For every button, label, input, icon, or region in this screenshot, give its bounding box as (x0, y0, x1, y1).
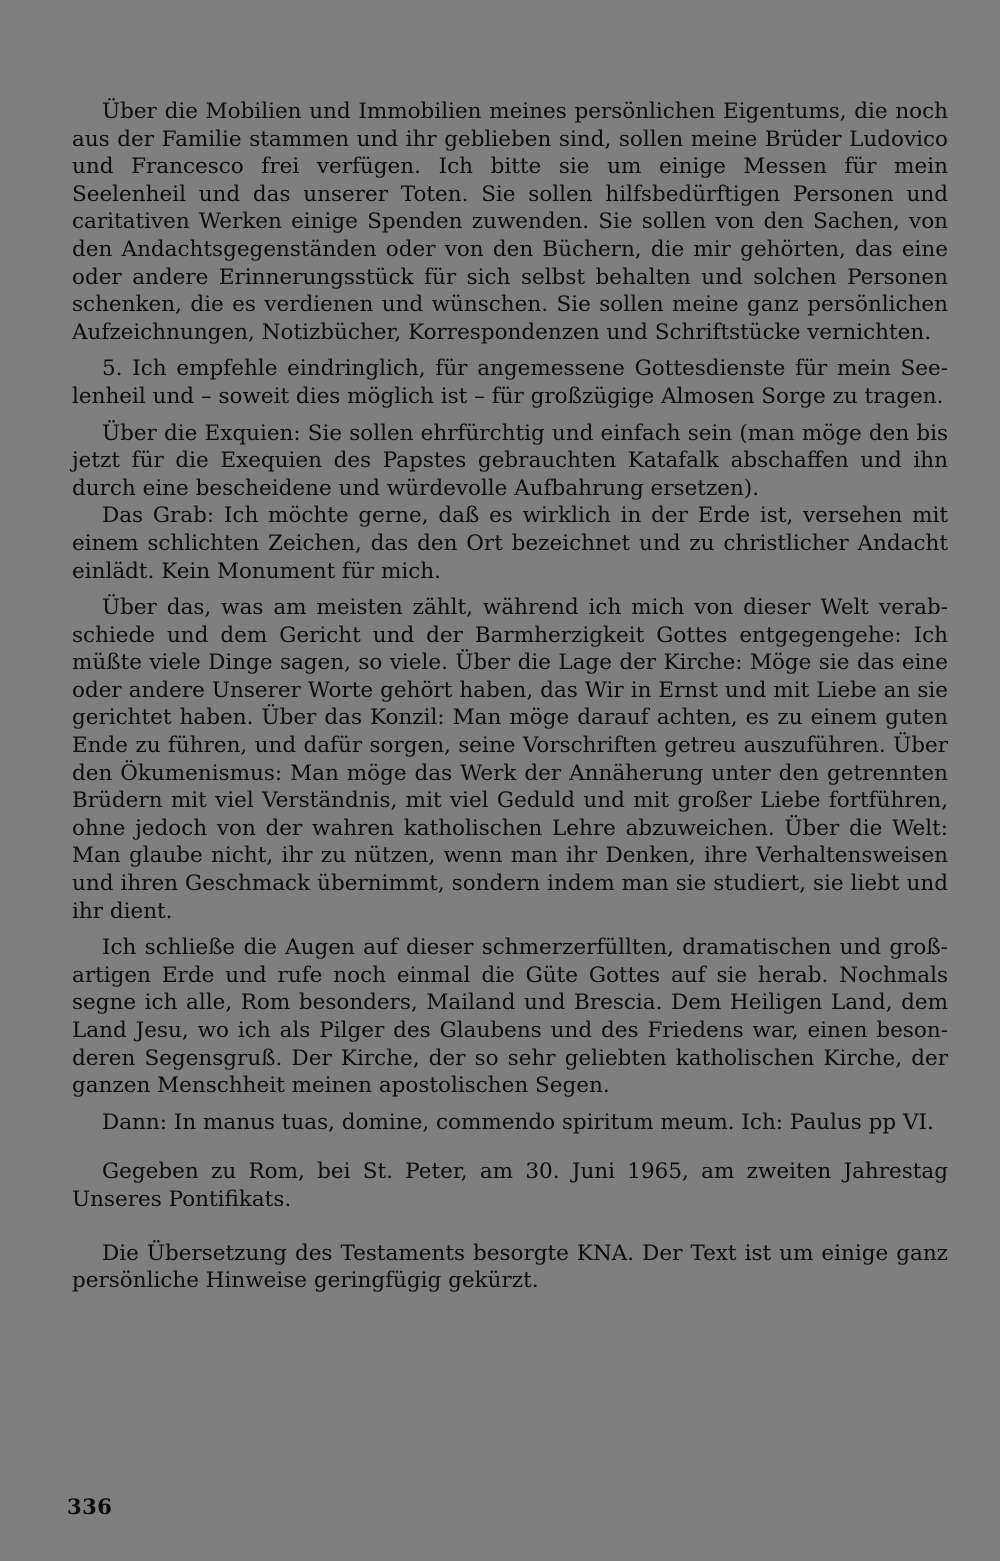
paragraph-blessing: Ich schließe die Augen auf dieser schmerzerfüllten, dramatischen und großartigen Erde und rufe noch einmal die Güte Gottes auf sie herab. Nochmals segne ich alle, Rom besonders, Mailand und Brescia. Dem Heiligen Land, dem Land Jesu, wo ich als Pilger des Glaubens und des Friedens war, einen besonderen Segensgruß. Der Kirche, der so sehr geliebten katholischen Kirche, der ganzen Menschheit meinen apostolischen Segen. (72, 935, 948, 1099)
page-number: 336 (67, 1494, 113, 1519)
paragraph-services: 5. Ich empfehle eindringlich, für angemessene Gottesdienste für mein Seelenheil und – soweit dies möglich ist – für großzügige Almosen Sorge zu tragen. (72, 356, 948, 409)
paragraph-property: Über die Mobilien und Immobilien meines persönlichen Eigentums, die noch aus der Familie stammen und ihr geblieben sind, sollen meine Brüder Ludovico und Francesco frei verfügen. Ich bitte sie um einige Messen für mein Seelenheil und das unserer Toten. Sie sollen hilfsbedürftigen Personen und caritativen Werken einige Spenden zuwenden. Sie sollen von den Sachen, von den Andachtsgegenständen oder von den Büchern, die mir gehörten, das eine oder andere Erinnerungsstück für sich selbst behalten und solchen Personen schenken, die es verdienen und wünschen. Sie sollen meine ganz persönlichen Aufzeichnungen, Notizbücher, Korrespondenzen und Schriftstücke vernichten. (72, 99, 948, 345)
paragraph-farewell: Über das, was am meisten zählt, während ich mich von dieser Welt verabschiede und dem Gericht und der Barmherzigkeit Gottes entgegengehe: Ich müßte viele Dinge sagen, so viele. Über die Lage der Kirche: Möge sie das eine oder andere Unserer Worte gehört haben, das Wir in Ernst und mit Liebe an sie gerichtet haben. Über das Konzil: Man möge darauf achten, es zu einem guten Ende zu führen, und dafür sorgen, seine Vorschriften getreu auszuführen. Über den Ökumenismus: Man möge das Werk der Annäherung unter den getrennten Brüdern mit viel Verständnis, mit viel Geduld und mit großer Liebe fortführen, ohne jedoch von der wahren katholischen Lehre abzuweichen. Über die Welt: Man glaube nicht, ihr zu nützen, wenn man ihr Denken, ihre Verhaltensweisen und ihren Geschmack übernimmt, sondern indem man sie studiert, sie liebt und ihr dient. (72, 595, 948, 924)
paragraph-date: Gegeben zu Rom, bei St. Peter, am 30. Juni 1965, am zweiten Jahrestag Unseres Pontifikats. (72, 1159, 948, 1212)
paragraph-signature: Dann: In manus tuas, domine, commendo spiritum meum. Ich: Paulus pp VI. (102, 1109, 934, 1135)
paragraph-grave: Das Grab: Ich möchte gerne, daß es wirklich in der Erde ist, versehen mit einem schlichten Zeichen, das den Ort bezeichnet und zu christlicher Andacht einlädt. Kein Monument für mich. (72, 503, 948, 584)
paragraph-translation-note: Die Übersetzung des Testaments besorgte KNA. Der Text ist um einige ganz persönliche Hinweise geringfügig gekürzt. (72, 1240, 948, 1294)
paragraph-exequies: Über die Exquien: Sie sollen ehrfürchtig und einfach sein (man möge den bis jetzt für die Exequien des Papstes gebrauchten Katafalk abschaffen und ihn durch eine bescheidene und würdevolle Aufbahrung ersetzen). (72, 420, 948, 501)
page-body (72, 98, 948, 1295)
